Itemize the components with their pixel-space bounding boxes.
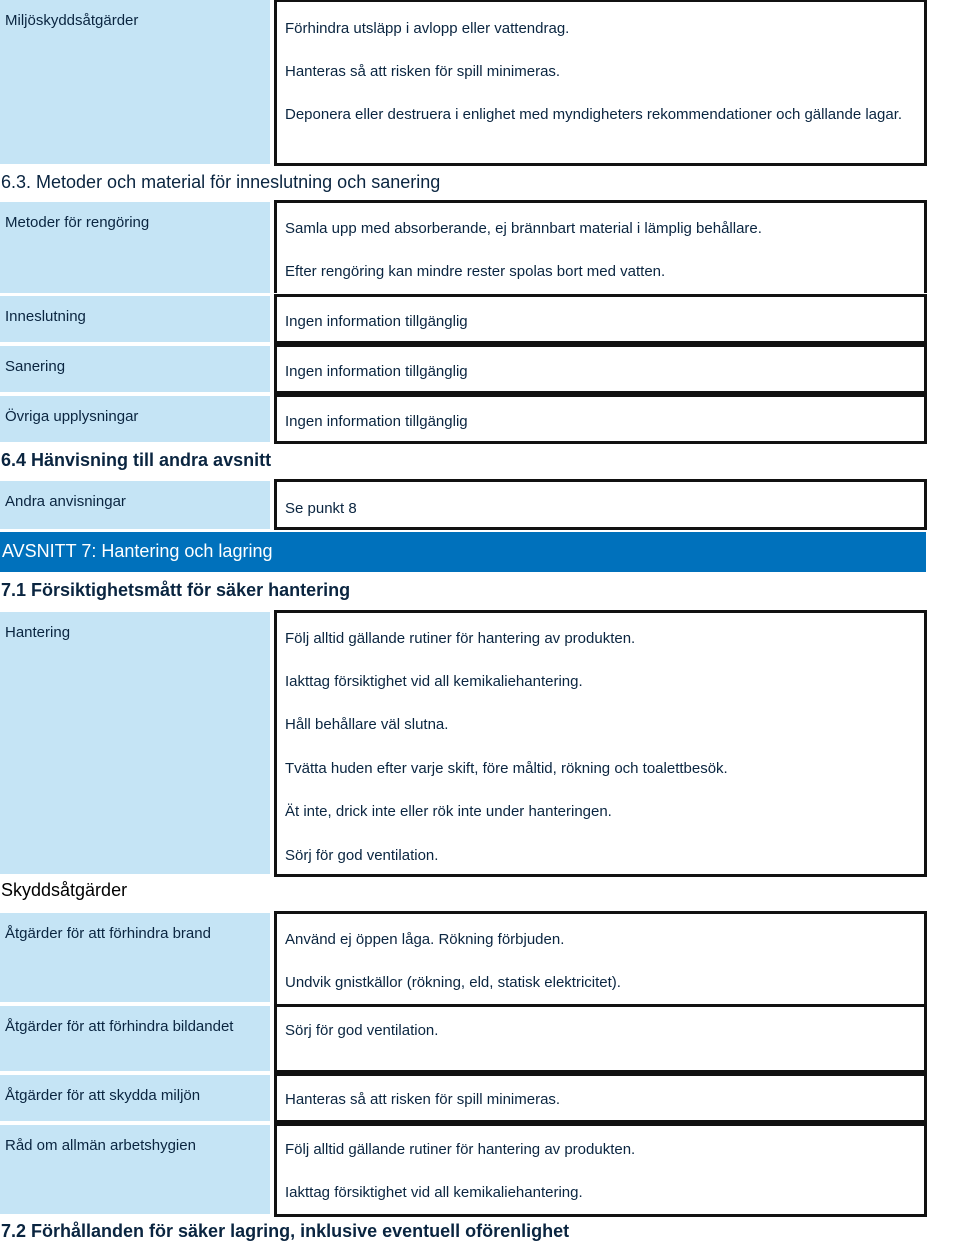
label-forhindra-bildandet: Åtgärder för att förhindra bildandet bbox=[0, 1006, 270, 1071]
value-miljoskyddsatgarder bbox=[274, 0, 927, 166]
text-line: Ät inte, drick inte eller rök inte under hanteringen. bbox=[285, 803, 612, 820]
label-andra-anvisningar: Andra anvisningar bbox=[0, 481, 270, 529]
label-forhindra-brand: Åtgärder för att förhindra brand bbox=[0, 913, 270, 1002]
label-miljoskyddsatgarder: Miljöskyddsåtgärder bbox=[0, 0, 270, 164]
text-line: Ingen information tillgänglig bbox=[285, 413, 468, 430]
text-line: Sörj för god ventilation. bbox=[285, 847, 439, 864]
label-inneslutning: Inneslutning bbox=[0, 296, 270, 342]
text-line: Iakttag försiktighet vid all kemikaliehantering. bbox=[285, 1184, 583, 1201]
value-arbetshygien bbox=[274, 1123, 927, 1217]
value-sanering bbox=[274, 344, 927, 394]
label-skydda-miljon: Åtgärder för att skydda miljön bbox=[0, 1075, 270, 1121]
text-line: Se punkt 8 bbox=[285, 500, 357, 517]
text-line: Samla upp med absorberande, ej brännbart material i lämplig behållare. bbox=[285, 220, 762, 237]
label-metoder-rengoring: Metoder för rengöring bbox=[0, 202, 270, 293]
heading-6-4: 6.4 Hänvisning till andra avsnitt bbox=[1, 450, 272, 470]
heading-skyddsatgarder: Skyddsåtgärder bbox=[1, 880, 128, 900]
text-line: Använd ej öppen låga. Rökning förbjuden. bbox=[285, 931, 565, 948]
text-line: Följ alltid gällande rutiner för hantering av produkten. bbox=[285, 630, 636, 647]
section-7-banner: AVSNITT 7: Hantering och lagring bbox=[0, 532, 926, 572]
label-sanering: Sanering bbox=[0, 346, 270, 392]
text-line: Iakttag försiktighet vid all kemikaliehantering. bbox=[285, 673, 583, 690]
value-inneslutning bbox=[274, 294, 927, 344]
text-line: Ingen information tillgänglig bbox=[285, 363, 468, 380]
text-line: Hanteras så att risken för spill minimeras. bbox=[285, 63, 561, 80]
value-andra-anvisningar bbox=[274, 479, 927, 530]
heading-7-1: 7.1 Försiktighetsmått för säker hantering bbox=[1, 580, 351, 600]
text-line: Deponera eller destruera i enlighet med myndigheters rekommendationer och gällande lagar. bbox=[285, 106, 903, 123]
text-line: Hanteras så att risken för spill minimeras. bbox=[285, 1091, 561, 1108]
heading-7-2: 7.2 Förhållanden för säker lagring, inklusive eventuell oförenlighet bbox=[1, 1221, 570, 1241]
text-line: Förhindra utsläpp i avlopp eller vattendrag. bbox=[285, 20, 570, 37]
value-forhindra-brand bbox=[274, 911, 927, 1004]
value-metoder-rengoring bbox=[274, 200, 927, 293]
text-line: Håll behållare väl slutna. bbox=[285, 716, 449, 733]
label-ovriga-upplysningar: Övriga upplysningar bbox=[0, 396, 270, 442]
text-line: Ingen information tillgänglig bbox=[285, 313, 468, 330]
value-hantering bbox=[274, 610, 927, 877]
heading-6-3: 6.3. Metoder och material för inneslutning och sanering bbox=[1, 172, 441, 192]
label-hantering: Hantering bbox=[0, 612, 270, 874]
text-line: Sörj för god ventilation. bbox=[285, 1022, 439, 1039]
text-line: Följ alltid gällande rutiner för hantering av produkten. bbox=[285, 1141, 636, 1158]
text-line: Tvätta huden efter varje skift, före måltid, rökning och toalettbesök. bbox=[285, 760, 728, 777]
value-forhindra-bildandet bbox=[274, 1004, 927, 1073]
value-skydda-miljon bbox=[274, 1073, 927, 1123]
label-arbetshygien: Råd om allmän arbetshygien bbox=[0, 1125, 270, 1214]
value-ovriga-upplysningar bbox=[274, 394, 927, 444]
text-line: Efter rengöring kan mindre rester spolas bort med vatten. bbox=[285, 263, 666, 280]
text-line: Undvik gnistkällor (rökning, eld, statisk elektricitet). bbox=[285, 974, 621, 991]
